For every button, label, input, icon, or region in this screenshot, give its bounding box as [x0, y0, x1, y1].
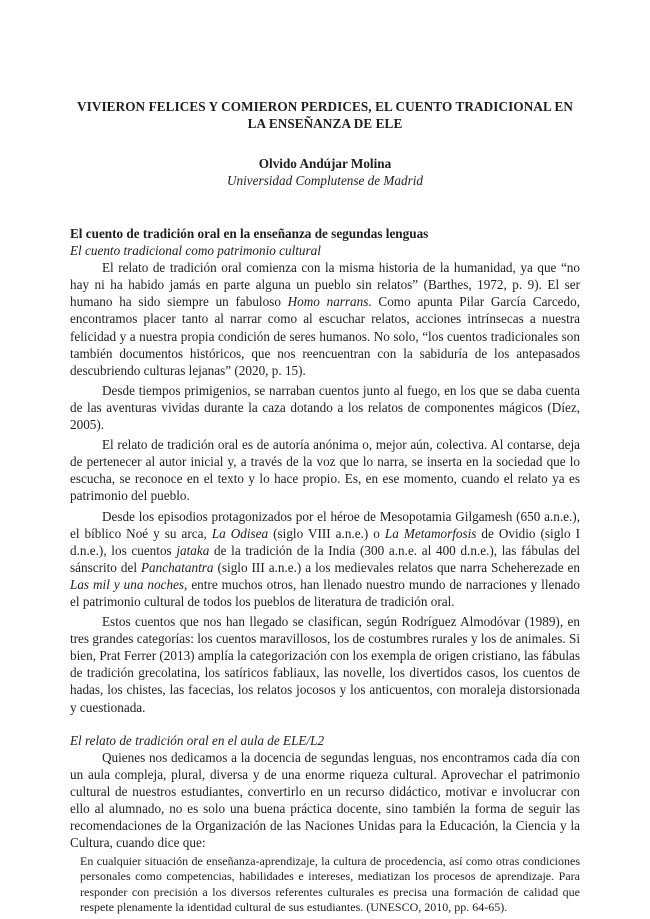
paragraph-2: Desde tiempos primigenios, se narraban cuentos junto al fuego, en los que se daba cuenta de las aventuras vividas durante la caza dotando a los relatos de componentes mágicos (Díez, 2005). [70, 382, 580, 433]
subsection-heading-1: El cuento tradicional como patrimonio cultural [70, 243, 321, 259]
author-affiliation: Universidad Complutense de Madrid [227, 173, 423, 188]
body-text [70, 225, 580, 915]
paragraph-3: El relato de tradición oral es de autoría anónima o, mejor aún, colectiva. Al contarse, deja de pertenecer al autor inicial y, a través de la voz que lo narra, se inserta en la sociedad que lo escucha, se reconoce en el texto y lo hace propio. Es, en ese momento, cuando el relato ya es patrimonio del pueblo. [70, 437, 580, 504]
subsection-heading-2: El relato de tradición oral en el aula de ELE/L2 [70, 732, 325, 748]
paper-title: VIVIERON FELICES Y COMIERON PERDICES, EL CUENTO TRADICIONAL EN LA ENSEÑANZA DE ELE [76, 99, 574, 131]
paragraph-1: El relato de tradición oral comienza con la misma historia de la humanidad, ya que “no hay ni ha habido jamás en parte alguna un pueblo sin relatos” (Barthes, 1972, p. 9). El ser humano ha sido siempre un fabuloso Homo narrans. Como apunta Pilar García Carcedo, encontramos placer tanto al narrar como al escuchar relatos, acciones intrínsecas a nuestra felicidad y a nuestra propia condición de seres humanos. No solo, “los cuentos tradicionales son también documentos históricos, que nos reencuentran con la sabiduría de los antepasados descubriendo culturas lejanas” (2020, p. 15). [70, 260, 581, 378]
paragraph-4: Desde los episodios protagonizados por el héroe de Mesopotamia Gilgamesh (650 a.n.e.), el bíblico Noé y su arca, La Odisea (siglo VIII a.n.e.) o La Metamorfosis de Ovidio (siglo I d.n.e.), los cuentos jataka de la tradición de la India (300 a.n.e. al 400 d.n.e.), las fábulas del sánscrito del Panchatantra (siglo III a.n.e.) a los medievales relatos que narra Scheherezade en Las mil y una noches, entre muchos otros, han llenado nuestro mundo de narraciones y llenado el patrimonio cultural de todos los pueblos de literatura de tradición oral. [70, 508, 580, 609]
section-heading: El cuento de tradición oral en la enseñanza de segundas lenguas [70, 226, 429, 241]
block-quote: En cualquier situación de enseñanza-aprendizaje, la cultura de procedencia, así como otras condiciones personales como competencias, habilidades e intereses, mediatizan los procesos de aprendizaje. Para responder con precisión a los diversos referentes culturales es precisa una formación de calidad que respete plenamente la identidad cultural de sus estudiantes. (UNESCO, 2010, pp. 64-65). [80, 854, 580, 914]
paragraph-6: Quienes nos dedicamos a la docencia de segundas lenguas, nos encontramos cada día con un aula compleja, plural, diversa y de una enorme riqueza cultural. Aprovechar el patrimonio cultural de nuestros estudiantes, convertirlo en un recurso didáctico, motivar e involucrar con ello al alumnado, no es solo una buena práctica docente, sino también la forma de seguir las recomendaciones de la Organización de las Naciones Unidas para la Educación, la Ciencia y la Cultura, cuando dice que: [70, 749, 580, 851]
paragraph-5: Estos cuentos que nos han llegado se clasifican, según Rodríguez Almodóvar (1989), en tres grandes categorías: los cuentos maravillosos, los de costumbres rurales y los de animales. Si bien, Prat Ferrer (2013) amplía la categorización con los exempla de origen cristiano, las fábulas de tradición grecolatina, los satíricos fabliaux, las novelle, los divertidos casos, los cuentos de hadas, los chistes, las facecias, los relatos jocosos y los anticuentos, con moraleja distorsionada y cuestionada. [70, 614, 580, 715]
emphasis-homo-narrans: Homo narrans [287, 294, 369, 310]
author-name: Olvido Andújar Molina [258, 156, 392, 171]
